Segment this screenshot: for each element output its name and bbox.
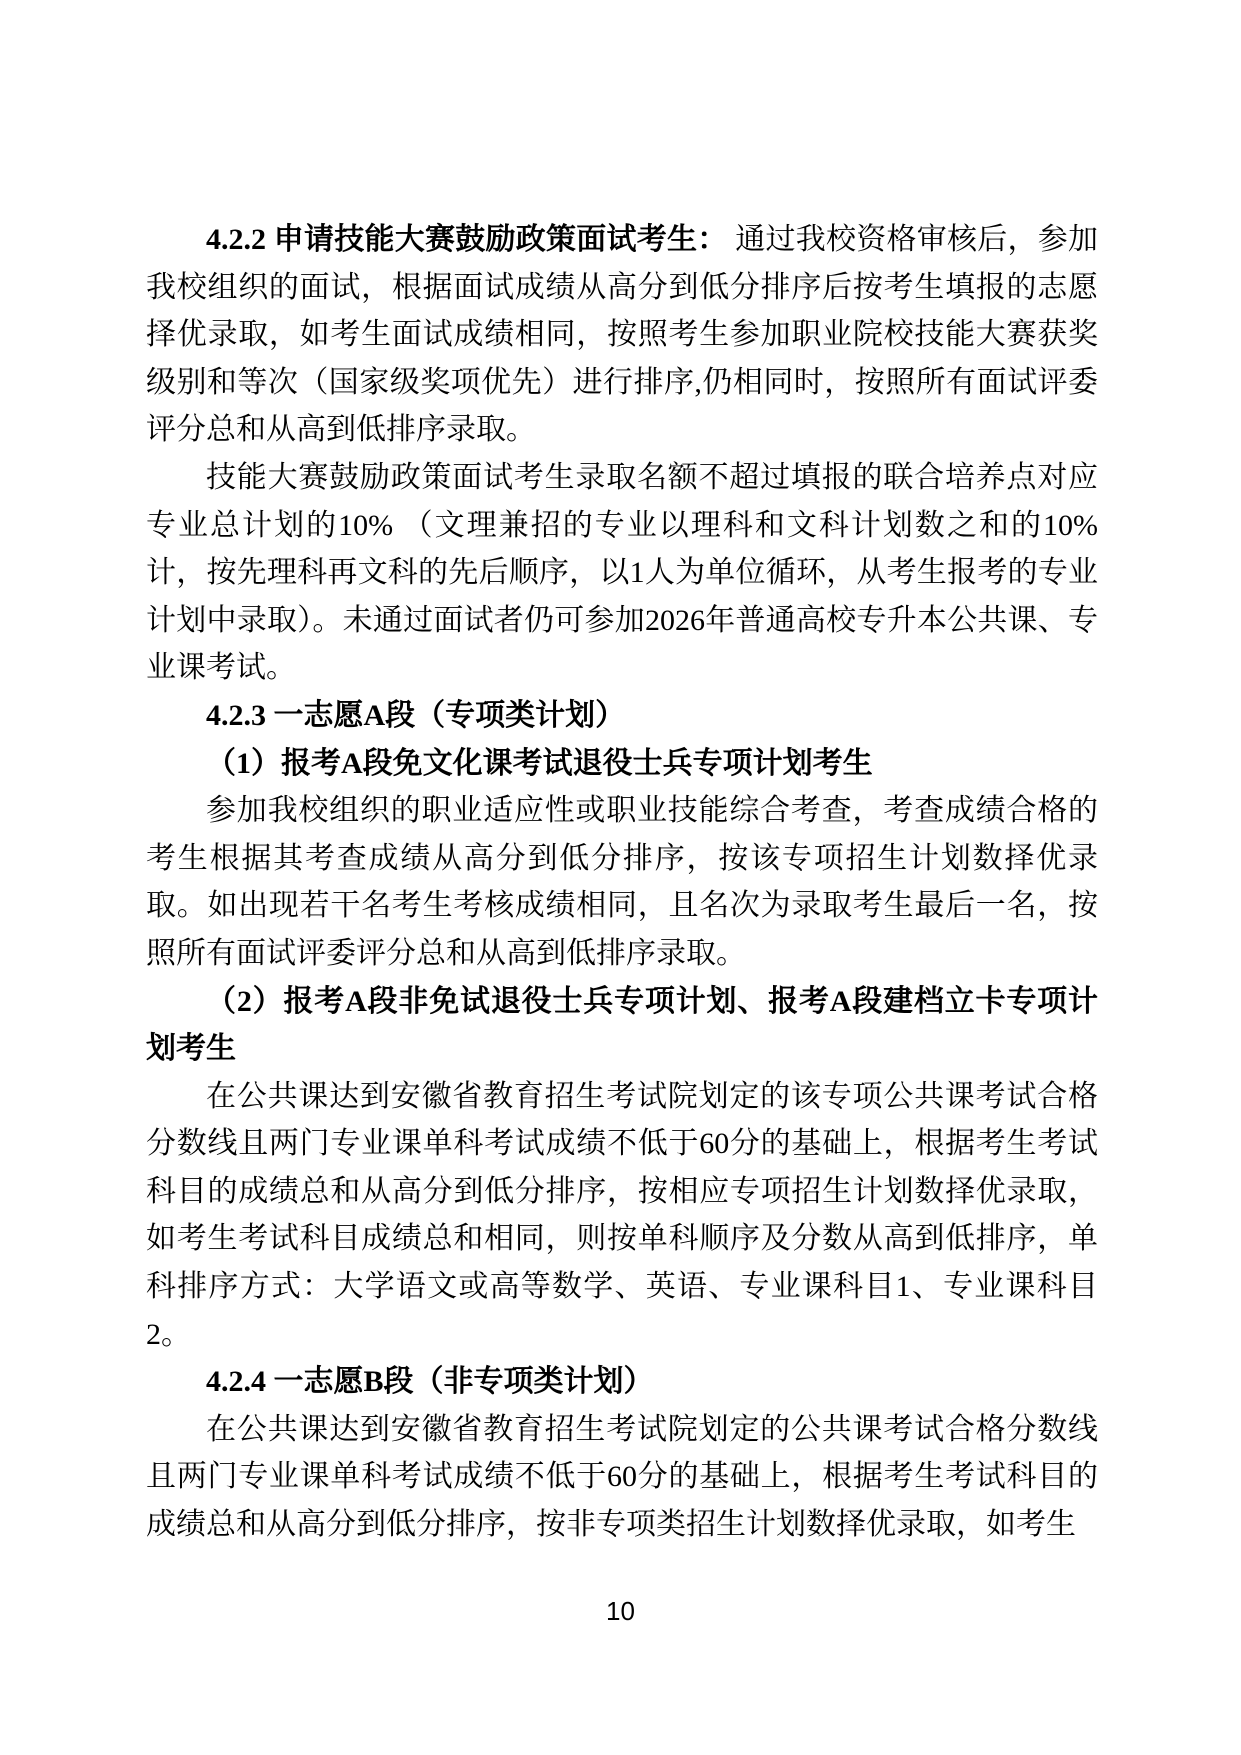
heading-4-2-4-first-choice-section-b bbox=[146, 1358, 1098, 1406]
heading-a-1-exempt-veterans bbox=[146, 740, 1098, 788]
page-number: 10 bbox=[606, 1596, 635, 1626]
heading-4-2-3-first-choice-section-a bbox=[146, 692, 1098, 740]
text-run: （2）报考A段非免试退役士兵专项计划、报考A段建档立卡专项计划考生 bbox=[146, 984, 1098, 1066]
para-skill-contest-quota bbox=[146, 454, 1098, 692]
page-body bbox=[146, 216, 1098, 1549]
text-run: 技能大赛鼓励政策面试考生录取名额不超过填报的联合培养点对应专业总计划的10% （文理兼招的专业以理科和文科计划数之和的10%计，按先理科再文科的先后顺序，以1人为单位循环，从考生报考的专业计划中录取）。未通过面试者仍可参加2026年普通高校专升本公共课、专业课考试。 bbox=[146, 460, 1098, 685]
text-run: 4.2.2 申请技能大赛鼓励政策面试考生： bbox=[206, 223, 728, 256]
text-run: 通过我校资格审核后，参加我校组织的面试，根据面试成绩从高分到低分排序后按考生填报的志愿择优录取，如考生面试成绩相同，按照考生参加职业院校技能大赛获奖级别和等次（国家级奖项优先）进行排序,仍相同时，按照所有面试评委评分总和从高到低排序录取。 bbox=[146, 223, 1098, 447]
text-run: 参加我校组织的职业适应性或职业技能综合考查，考查成绩合格的考生根据其考查成绩从高分到低分排序，按该专项招生计划数择优录取。如出现若干名考生考核成绩相同，且名次为录取考生最后一名，按照所有面试评委评分总和从高到低排序录取。 bbox=[146, 794, 1098, 970]
heading-a-2-non-exempt-veterans-and-poverty-file bbox=[146, 978, 1098, 1073]
para-a-2-score-rule bbox=[146, 1073, 1098, 1359]
para-4-2-2-skill-contest-interview bbox=[146, 216, 1098, 454]
text-run: 在公共课达到安徽省教育招生考试院划定的公共课考试合格分数线且两门专业课单科考试成绩不低于60分的基础上，根据考生考试科目的成绩总和从高分到低分排序，按非专项类招生计划数择优录取，如考生 bbox=[146, 1412, 1098, 1542]
para-a-1-exempt-veterans-rule bbox=[146, 787, 1098, 977]
text-run: 4.2.3 一志愿A段（专项类计划） bbox=[206, 698, 626, 732]
text-run: 4.2.4 一志愿B段（非专项类计划） bbox=[206, 1365, 654, 1399]
page-footer bbox=[0, 1596, 1241, 1626]
para-b-score-rule bbox=[146, 1406, 1098, 1549]
text-run: 在公共课达到安徽省教育招生考试院划定的该专项公共课考试合格分数线且两门专业课单科考试成绩不低于60分的基础上，根据考生考试科目的成绩总和从高分到低分排序，按相应专项招生计划数择优录取，如考生考试科目成绩总和相同，则按单科顺序及分数从高到低排序，单科排序方式：大学语文或高等数学、英语、专业课科目1、专业课科目2。 bbox=[146, 1079, 1098, 1351]
text-run: （1）报考A段免文化课考试退役士兵专项计划考生 bbox=[206, 746, 873, 780]
